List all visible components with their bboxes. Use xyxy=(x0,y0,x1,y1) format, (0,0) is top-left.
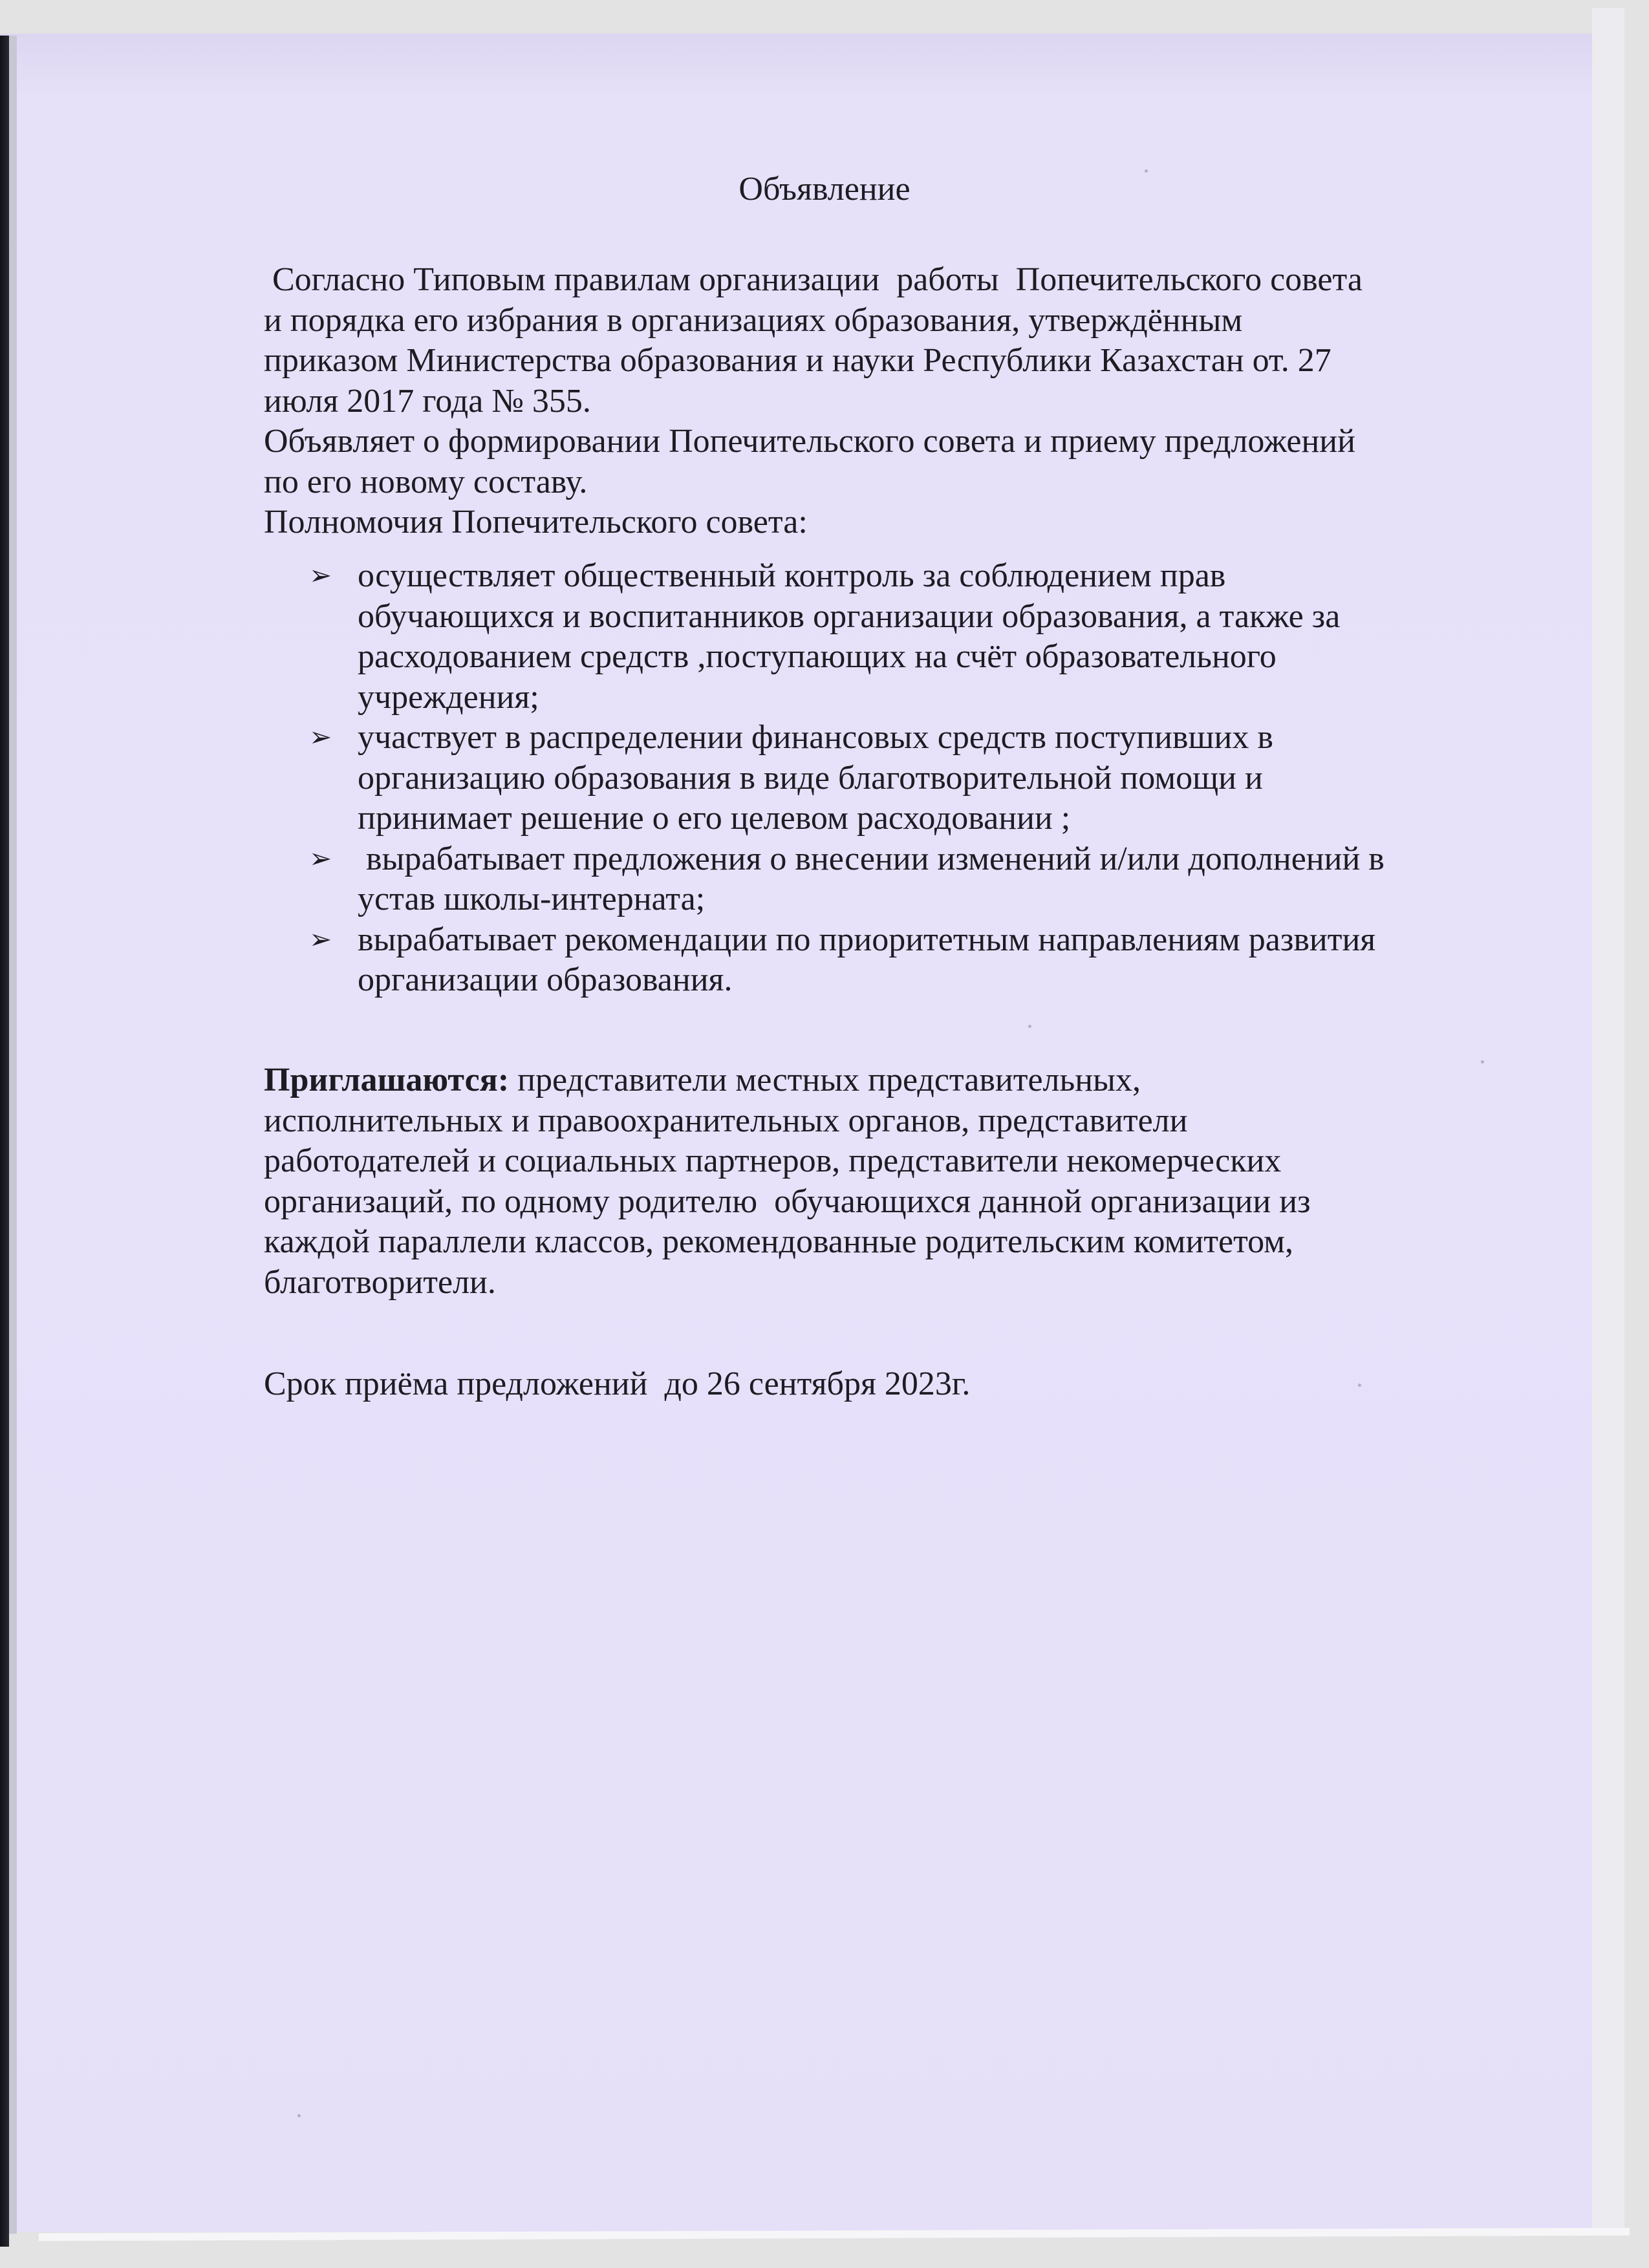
intro-line: июля 2017 года № 355. xyxy=(264,382,591,420)
powers-list-item xyxy=(309,556,1505,718)
document-title: Объявление xyxy=(738,171,911,208)
powers-item-line: организации образования. xyxy=(358,961,733,998)
submission-deadline: Срок приёма предложений до 26 сентября 2023г. xyxy=(264,1365,971,1402)
invitation-line: исполнительных и правоохранительных органов, представители xyxy=(264,1102,1188,1139)
powers-item-line: осуществляет общественный контроль за соблюдением прав xyxy=(358,557,1226,594)
powers-list-item xyxy=(309,839,1505,920)
arrowhead-bullet-icon: ➢ xyxy=(309,925,332,955)
powers-item-line: принимает решение о его целевом расходовании ; xyxy=(358,800,1071,837)
invitation-text: представители местных представительных, xyxy=(509,1062,1141,1098)
intro-line: приказом Министерства образования и науки Республики Казахстан от. 27 xyxy=(264,342,1331,379)
powers-item-line: учреждения; xyxy=(358,678,539,716)
powers-list-item xyxy=(309,718,1505,839)
invitation-line: работодателей и социальных партнеров, представители некомерческих xyxy=(264,1142,1282,1179)
scan-speck xyxy=(1028,1025,1031,1028)
powers-item-line: устав школы-интерната; xyxy=(358,881,706,917)
powers-list xyxy=(309,556,1505,1001)
arrowhead-bullet-icon: ➢ xyxy=(309,723,332,753)
arrowhead-bullet-icon: ➢ xyxy=(309,844,332,874)
scan-speck xyxy=(297,2114,301,2117)
intro-line: Согласно Типовым правилам организации работы Попечительского совета xyxy=(264,261,1363,298)
powers-heading: Полномочия Попечительского совета: xyxy=(264,504,808,540)
scan-left-edge-shadow xyxy=(0,36,9,2247)
powers-item-line: обучающихся и воспитанников организации образования, а также за xyxy=(358,597,1341,635)
invitation-label: Приглашаются: xyxy=(264,1062,510,1098)
announcement-line: Объявляет о формировании Попечительского совета и приему предложений xyxy=(264,423,1355,460)
announcement-line: по его новому составу. xyxy=(264,463,588,500)
arrowhead-bullet-icon: ➢ xyxy=(309,561,332,591)
invitation-line: каждой параллели классов, рекомендованные родительским комитетом, xyxy=(264,1223,1294,1260)
intro-paragraph xyxy=(264,260,1493,543)
invitation-line: благотворители. xyxy=(264,1263,496,1301)
invitation-line xyxy=(264,1060,1493,1101)
invitation-line: организаций, по одному родителю обучающихся данной организации из xyxy=(264,1182,1311,1220)
powers-item-line: вырабатывает предложения о внесении изменений и/или дополнений в xyxy=(358,840,1385,877)
intro-line: и порядка его избрания в организациях образования, утверждённым xyxy=(264,301,1243,339)
scan-left-edge-highlight xyxy=(9,36,17,2234)
powers-item-line: участвует в распределении финансовых средств поступивших в xyxy=(358,719,1273,756)
scan-right-margin xyxy=(1592,8,1624,2235)
powers-list-item xyxy=(309,920,1505,1001)
powers-item-line: организацию образования в виде благотворительной помощи и xyxy=(358,759,1263,797)
powers-item-line: расходованием средств ,поступающих на счёт образовательного xyxy=(358,638,1277,675)
powers-item-line: вырабатывает рекомендации по приоритетным направлениям развития xyxy=(358,921,1376,958)
invitation-paragraph xyxy=(264,1060,1493,1303)
